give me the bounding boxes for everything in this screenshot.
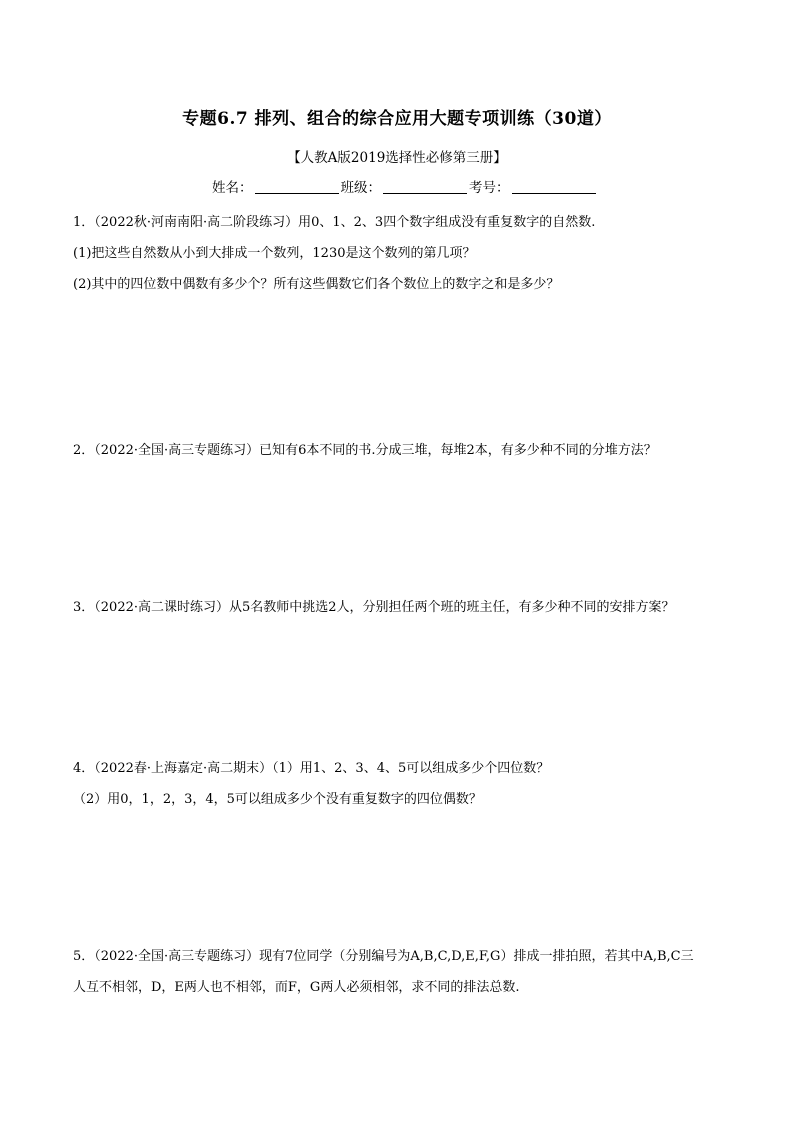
- name-label: 姓名：: [212, 180, 253, 196]
- question-1-stem: 1．（2022秋·河南南阳·高二阶段练习）用0、1、2、3四个数字组成没有重复数字的自然数.: [73, 215, 596, 230]
- question-2-stem: 2．（2022·全国·高三专题练习）已知有6本不同的书.分成三堆，每堆2本，有多少种不同的分堆方法？: [73, 443, 657, 458]
- id-blank[interactable]: [512, 179, 596, 194]
- question-1-part-2: (2)其中的四位数中偶数有多少个？所有这些偶数它们各个数位上的数字之和是多少？: [73, 277, 560, 292]
- name-blank[interactable]: [255, 179, 339, 194]
- id-label: 考号：: [469, 180, 510, 196]
- question-4-part-2: （2）用0，1，2，3，4，5可以组成多少个没有重复数字的四位偶数？: [73, 792, 482, 807]
- question-4: [73, 759, 733, 810]
- question-3-stem: 3．（2022·高二课时练习）从5名教师中挑选2人，分别担任两个班的班主任，有多少种不同的安排方案？: [73, 600, 675, 615]
- question-5-line-1: 5．（2022·全国·高三专题练习）现有7位同学（分别编号为A,B,C,D,E,F,G）排成一排拍照，若其中A,B,C三: [73, 949, 694, 964]
- question-1: [73, 213, 733, 295]
- question-5: [73, 947, 733, 998]
- question-5-line-2: 人互不相邻，D，E两人也不相邻，而F，G两人必须相邻，求不同的排法总数.: [73, 980, 520, 995]
- question-3: [73, 598, 733, 618]
- student-info-line: [212, 176, 598, 196]
- class-label: 班级：: [340, 180, 381, 196]
- textbook-subtitle: 【人教A版2019选择性必修第三册】: [287, 150, 507, 166]
- page-title: 专题6.7 排列、组合的综合应用大题专项训练（30道）: [182, 109, 612, 129]
- question-4-part-1: 4．（2022春·上海嘉定·高二期末）（1）用1、2、3、4、5可以组成多少个四位数？: [73, 761, 550, 776]
- question-2: [73, 441, 733, 461]
- class-blank[interactable]: [383, 179, 467, 194]
- question-1-part-1: (1)把这些自然数从小到大排成一个数列，1230是这个数列的第几项？: [73, 246, 476, 261]
